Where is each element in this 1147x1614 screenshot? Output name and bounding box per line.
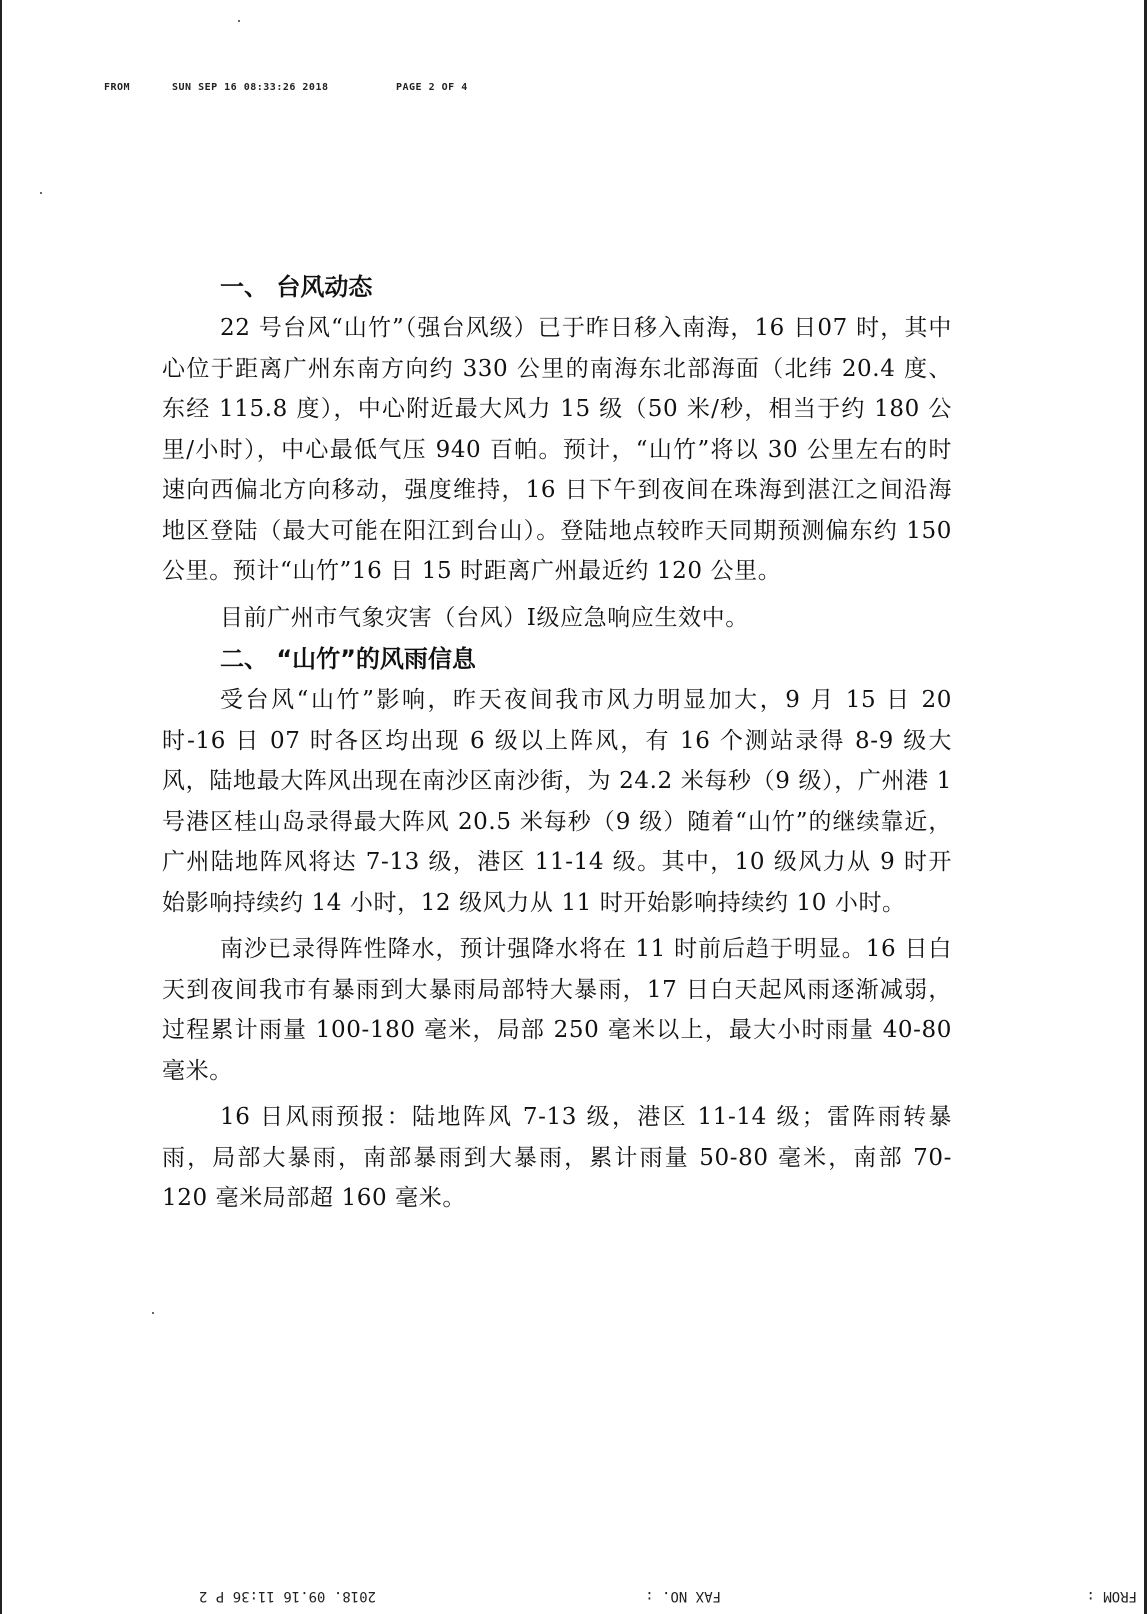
document-body	[162, 266, 952, 1219]
fax-footer-from: FROM :	[1086, 1588, 1137, 1604]
paragraph-rain-info: 南沙已录得阵性降水，预计强降水将在 11 时前后趋于明显。16 日白天到夜间我市有暴雨到大暴雨局部特大暴雨，17 日白天起风雨逐渐减弱，过程累计雨量 100-180 毫米，局部 250 毫米以上，最大小时雨量 40-80 毫米。	[162, 936, 952, 1084]
fax-header-from: FROM	[104, 82, 131, 93]
section-heading-wind-rain-info: 二、 “山竹”的风雨信息	[220, 645, 476, 673]
paragraph-emergency-response: 目前广州市气象灾害（台风）Ⅰ级应急响应生效中。	[220, 604, 749, 631]
scan-speck	[40, 192, 42, 194]
scan-speck	[152, 1312, 154, 1314]
paragraph-typhoon-position: 22 号台风“山竹”（强台风级）已于昨日移入南海，16 日07 时，其中心位于距离广州东南方向约 330 公里的南海东北部海面（北纬 20.4 度、东经 115.8 度），中心附近最大风力 15 级（50 米/秒，相当于约 180 公里/小时），中心最低气压 940 百帕。预计，“山竹”将以 30 公里左右的时速向西偏北方向移动，强度维持，16 日下午到夜间在珠海到湛江之间沿海地区登陆（最大可能在阳江到台山）。登陆地点较昨天同期预测偏东约 150 公里。预计“山竹”16 日 15 时距离广州最近约 120 公里。	[162, 315, 952, 584]
paragraph-forecast-16th: 16 日风雨预报：陆地阵风 7-13 级，港区 11-14 级；雷阵雨转暴雨，局部大暴雨，南部暴雨到大暴雨，累计雨量 50-80 毫米，南部 70-120 毫米局部超 160 毫米。	[162, 1104, 952, 1211]
page-left-edge	[0, 0, 2, 1614]
fax-header-page: PAGE 2 OF 4	[396, 82, 468, 93]
fax-header-date: SUN SEP 16 08:33:26 2018	[172, 82, 329, 93]
paragraph-wind-info: 受台风“山竹”影响，昨天夜间我市风力明显加大，9 月 15 日 20 时-16 日 07 时各区均出现 6 级以上阵风，有 16 个测站录得 8-9 级大风，陆地最大阵风出现在南沙区南沙街，为 24.2 米每秒（9 级），广州港 1 号港区桂山岛录得最大阵风 20.5 米每秒（9 级）随着“山竹”的继续靠近，广州陆地阵风将达 7-13 级，港区 11-14 级。其中，10 级风力从 9 时开始影响持续约 14 小时，12 级风力从 11 时开始影响持续约 10 小时。	[162, 687, 952, 916]
fax-footer-fax-no: FAX NO. :	[645, 1588, 721, 1604]
scan-speck	[238, 20, 240, 22]
section-heading-typhoon-status: 一、 台风动态	[220, 273, 373, 301]
fax-footer	[0, 1584, 1147, 1608]
fax-footer-datetime: 2018. 09.16 11:36 P 2	[198, 1588, 376, 1604]
